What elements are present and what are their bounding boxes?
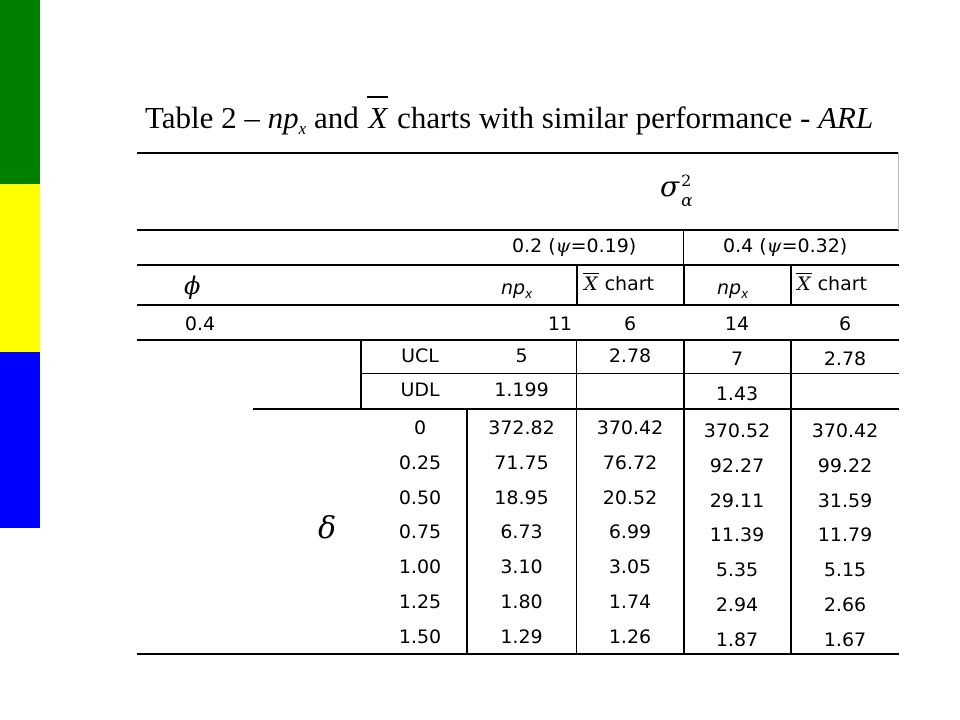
table-cell: 1.80	[500, 591, 543, 613]
table-cell: 3.10	[500, 556, 543, 579]
n-value-2: 6	[623, 313, 637, 335]
table-cell: 99.22	[817, 454, 873, 477]
delta-symbol: δ	[318, 511, 337, 546]
table-cell: 1.67	[823, 628, 867, 651]
table-cell: 2.94	[715, 594, 759, 616]
rule-under-sigma	[137, 229, 899, 231]
table-cell: 29.11	[709, 489, 765, 512]
phi-symbol: ϕ	[184, 272, 201, 300]
rule-right-edge	[898, 152, 899, 230]
ucl-value-2: 2.78	[608, 345, 652, 367]
sidebar-band-blue	[0, 352, 40, 528]
delta-value: 1.50	[398, 625, 442, 648]
rule-bottom	[137, 653, 899, 655]
sigma-alpha-squared: σ 2 α	[660, 170, 693, 211]
phi-value: 0.4	[184, 313, 216, 335]
slide-title	[145, 98, 873, 149]
title-xbar: X	[366, 98, 389, 138]
table-cell: 6.73	[500, 521, 543, 544]
title-suffix: charts with similar performance -	[397, 100, 811, 135]
rule-sub-3	[790, 264, 792, 305]
table-cell: 5.15	[823, 559, 867, 582]
subheader-np-2: $np_x$	[717, 277, 749, 301]
rule-label-col	[360, 339, 362, 409]
group-header-1: 0.2 (ψ=0.19)	[512, 235, 637, 257]
delta-value: 0.50	[398, 486, 442, 509]
delta-value: 0	[413, 417, 427, 439]
table-cell: 11.79	[817, 524, 873, 547]
udl-label: UDL	[400, 379, 440, 401]
n-value-4: 6	[838, 313, 852, 335]
table-cell: 1.74	[608, 591, 652, 613]
delta-value: 1.00	[398, 556, 442, 579]
table-cell: 76.72	[602, 451, 658, 474]
group-header-2: 0.4 (ψ=0.32)	[723, 235, 848, 257]
table-cell: 20.52	[602, 486, 658, 509]
sidebar-band-green	[0, 0, 40, 184]
rule-sub-2	[683, 264, 685, 305]
ucl-value-4: 2.78	[823, 348, 867, 370]
table-cell: 5.35	[715, 559, 759, 582]
subheader-np-1: $np_x$	[501, 277, 533, 301]
ucl-value-1: 5	[515, 345, 528, 367]
table-cell: 31.59	[817, 489, 873, 512]
table-cell: 372.82	[488, 417, 555, 439]
subheader-xbar-chart-1: X chart	[584, 273, 654, 295]
table-cell: 370.42	[596, 417, 664, 439]
udl-value-3: 1.43	[715, 383, 759, 405]
rule-group-divider	[683, 229, 684, 265]
title-arl: ARL	[818, 100, 874, 135]
udl-value-1: 1.199	[494, 379, 549, 401]
table-cell: 6.99	[608, 521, 652, 544]
table-cell: 2.66	[823, 594, 867, 616]
table-cell: 3.05	[608, 556, 652, 579]
table-cell: 370.42	[811, 420, 879, 442]
table-cell: 71.75	[494, 451, 549, 474]
n-value-3: 14	[724, 313, 750, 335]
table-cell: 1.26	[608, 625, 652, 648]
table-cell: 11.39	[709, 524, 765, 547]
rule-under-groups	[137, 264, 899, 266]
subheader-xbar-chart-2: X chart	[797, 273, 867, 295]
rule-under-ucl	[360, 373, 899, 374]
rule-sub-1	[576, 264, 578, 305]
ucl-label: UCL	[401, 345, 439, 367]
n-value-1: 11	[547, 313, 572, 335]
sidebar-band-yellow	[0, 184, 40, 352]
table-cell: 1.87	[715, 628, 759, 651]
title-and: and	[313, 100, 359, 135]
table-cell: 370.52	[703, 420, 771, 442]
rule-top	[137, 152, 899, 154]
delta-value: 0.75	[398, 521, 442, 544]
table-cell: 92.27	[709, 454, 765, 477]
ucl-value-3: 7	[730, 348, 744, 370]
table-cell: 18.95	[494, 486, 549, 509]
delta-value: 0.25	[398, 451, 442, 474]
table-cell: 1.29	[500, 625, 543, 648]
rule-under-n-row	[137, 339, 899, 341]
title-prefix: Table 2 –	[145, 100, 260, 135]
delta-value: 1.25	[398, 591, 442, 613]
title-np: $np_x$	[267, 100, 307, 138]
